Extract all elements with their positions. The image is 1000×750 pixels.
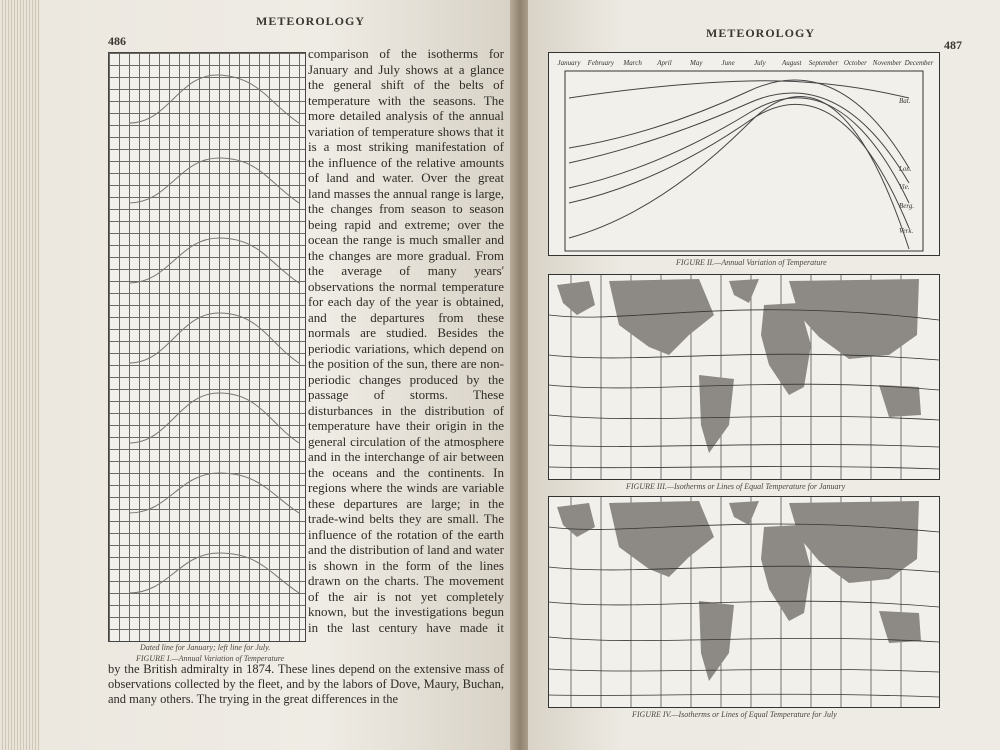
january-isotherm-map bbox=[548, 274, 940, 480]
series-line bbox=[569, 80, 909, 168]
series-label: Vie. bbox=[899, 183, 910, 191]
annual-variation-svg bbox=[549, 53, 939, 255]
january-map-svg bbox=[549, 275, 939, 479]
landmass bbox=[699, 601, 734, 681]
month-label: December bbox=[904, 59, 934, 67]
landmass bbox=[729, 501, 759, 525]
right-running-head: METEOROLOGY bbox=[706, 26, 816, 40]
annual-variation-chart bbox=[548, 52, 940, 256]
landmass bbox=[557, 503, 595, 537]
figure-i-caption: FIGURE I.—Annual Variation of Temperature bbox=[136, 654, 285, 663]
july-map-svg bbox=[549, 497, 939, 707]
landmass bbox=[557, 281, 595, 315]
isotherm-line bbox=[549, 466, 939, 469]
month-label: June bbox=[721, 59, 735, 67]
month-label: May bbox=[690, 59, 703, 67]
landmass bbox=[729, 279, 759, 303]
landmass bbox=[609, 279, 714, 355]
isotherm-line bbox=[549, 669, 939, 672]
left-body-column: comparison of the isotherms for January and July shows at a glance the general shift of the belts of temperature with the seasons. The more detailed analysis of the annual variation of temperature shows that it is a most striking manifestation of the influence of the relative amounts of land and water. Over the great land masses the annual range is large, the changes from season to season being rapid and extreme; over the ocean the range is much smaller and the changes are more gradual. From the average of many years' observations the normal temperature for each day of the year is obtained, and the departures from these normals are studied. Besides the periodic variations, which depend on the position of the sun, there are non-periodic changes produced by the passage of storms. These disturbances in the distribution of temperature have their origin in the general circulation of the atmosphere and in the interchange of air between the oceans and the continents. In regions where the winds are variable these departures are large; in the trade-wind belts they are small. The influence of the rotation of the earth and the distribution of land and water is shown in the form of the lines drawn on the charts. The movement of the air is not yet completely known, but the investigations begun in the last century have made it bbox=[308, 46, 504, 634]
july-isotherm-map bbox=[548, 496, 940, 708]
landmass bbox=[879, 385, 921, 417]
landmass bbox=[879, 611, 921, 643]
series-label: Lon. bbox=[899, 165, 912, 173]
figure-iv-caption: FIGURE IV.—Isotherms or Lines of Equal Temperature for July bbox=[632, 710, 837, 719]
landmass bbox=[609, 501, 714, 577]
grid-curves bbox=[109, 53, 305, 641]
left-running-head: METEOROLOGY bbox=[256, 14, 366, 28]
month-label: October bbox=[843, 59, 867, 67]
month-label: February bbox=[587, 59, 615, 67]
series-label: Berg. bbox=[899, 202, 915, 210]
figure-ii-caption: FIGURE II.—Annual Variation of Temperature bbox=[676, 258, 827, 267]
month-label: March bbox=[623, 59, 642, 67]
figure-i-note: Dated line for January; left line for July. bbox=[140, 643, 271, 652]
figure-iii-caption: FIGURE III.—Isotherms or Lines of Equal Temperature for January bbox=[626, 482, 846, 491]
series-label: Verk. bbox=[899, 227, 914, 235]
isotherm-line bbox=[549, 694, 939, 697]
left-bottom-text: by the British admiralty in 1874. These lines depend on the extensive mass of observations collected by the fleet, and by the labors of Dove, Maury, Buchan, and many others. The trying in the great differences in the bbox=[108, 662, 504, 706]
left-page-number: 486 bbox=[108, 34, 126, 48]
landmass bbox=[699, 375, 734, 453]
series-label: Bat. bbox=[899, 97, 911, 105]
month-label: September bbox=[808, 59, 839, 67]
right-page-number: 487 bbox=[944, 38, 962, 52]
isotherm-line bbox=[549, 637, 939, 642]
month-label: January bbox=[557, 59, 581, 67]
month-label: August bbox=[782, 59, 802, 67]
isotherm-line bbox=[549, 601, 939, 607]
month-label: November bbox=[872, 59, 902, 67]
isotherm-line bbox=[549, 444, 939, 447]
isotherm-line bbox=[549, 415, 939, 420]
month-label: July bbox=[754, 59, 766, 67]
temperature-grid-figure bbox=[108, 52, 306, 642]
month-label: April bbox=[657, 59, 672, 67]
series-line bbox=[569, 104, 909, 228]
